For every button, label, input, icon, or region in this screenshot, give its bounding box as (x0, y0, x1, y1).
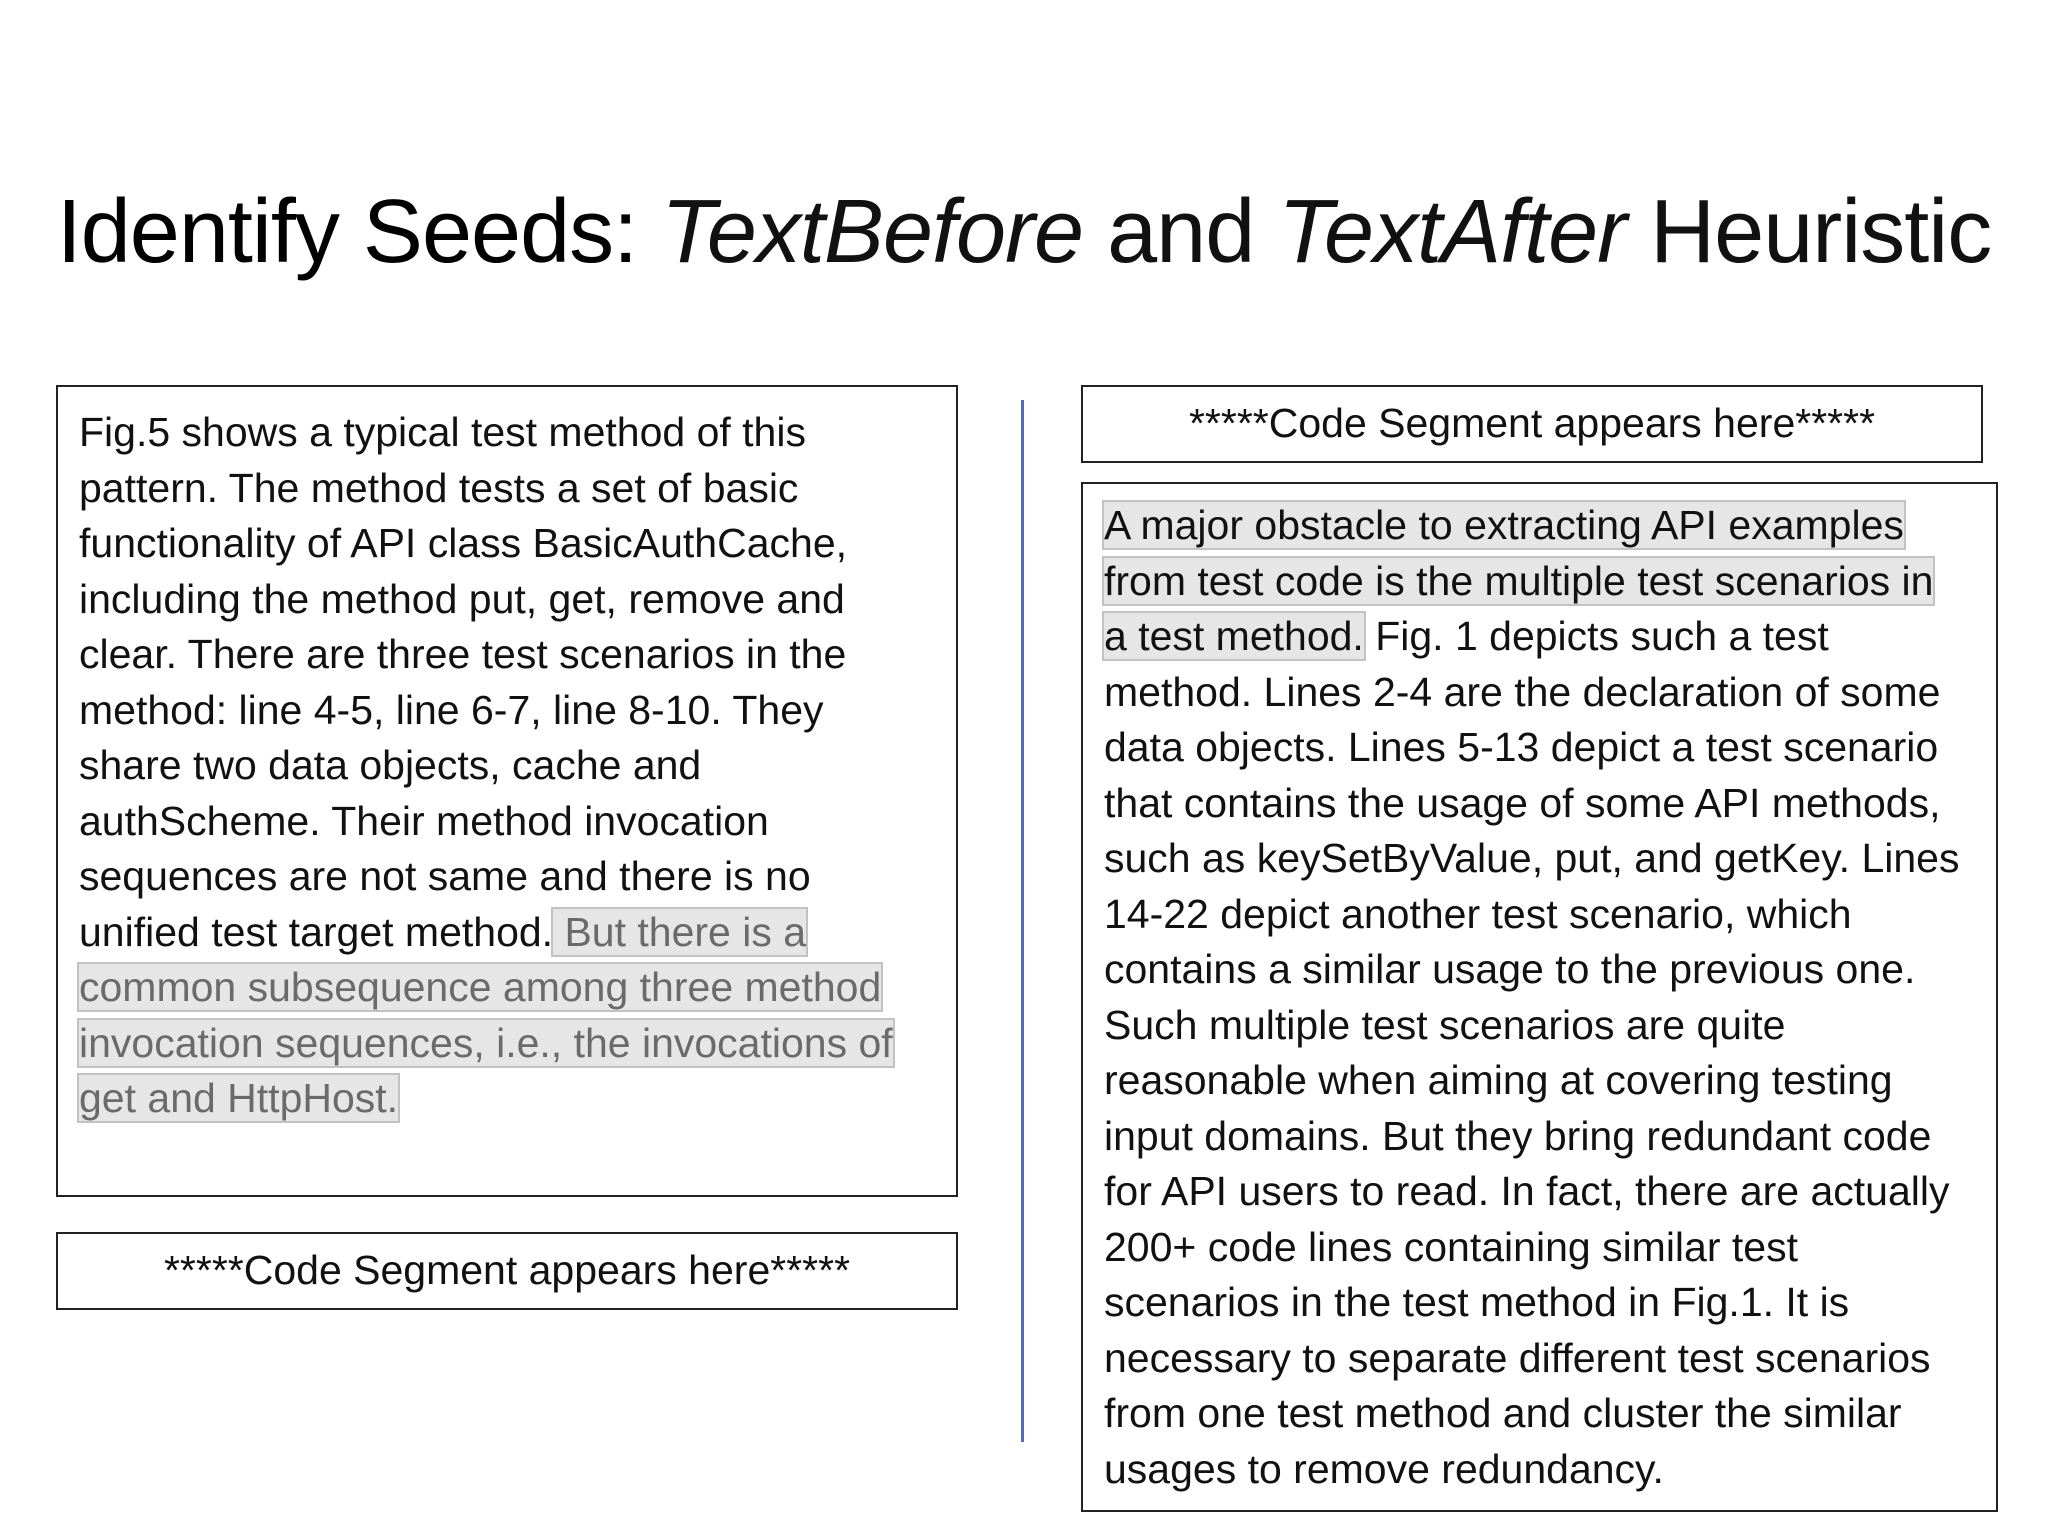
right-line-4: method. Lines 2-4 are the declaration of some (1104, 668, 1941, 715)
right-line-3-plain: Fig. 1 depicts such a test (1363, 613, 1829, 659)
right-line-14: 200+ code lines containing similar test (1104, 1223, 1798, 1270)
right-line-3 (1104, 609, 1996, 665)
right-paragraph (1104, 498, 1996, 1497)
left-line-2: pattern. The method tests a set of basic (79, 464, 799, 511)
left-line-5: clear. There are three test scenarios in the (79, 631, 847, 677)
right-highlight-line-2 (1104, 554, 1996, 610)
title-textbefore: TextBefore (661, 182, 1084, 282)
right-line-6: that contains the usage of some API methods, (1104, 779, 1941, 826)
right-line-10: Such multiple test scenarios are quite (1104, 1001, 1786, 1048)
left-line-3: functionality of API class BasicAuthCache, (79, 520, 848, 566)
right-line-13: for API users to read. In fact, there are actually (1104, 1168, 1950, 1214)
left-highlight-start: But there is a (553, 908, 807, 955)
right-line-17: from one test method and cluster the similar (1104, 1390, 1902, 1436)
right-code-segment-placeholder: *****Code Segment appears here***** (1081, 385, 1983, 463)
left-highlight-text-3: get and HttpHost. (79, 1075, 399, 1121)
right-line-7: such as keySetByValue, put, and getKey. Lines (1104, 835, 1960, 881)
left-code-segment-placeholder: *****Code Segment appears here***** (56, 1232, 958, 1310)
right-line-8: 14-22 depict another test scenario, which (1104, 890, 1852, 937)
title-lead: Identify Seeds: (56, 182, 638, 282)
right-highlight-text-3: a test method. (1104, 613, 1364, 659)
title-heuristic: Heuristic (1650, 182, 1992, 282)
left-line-9: sequences are not same and there is no (79, 853, 811, 899)
left-highlight-line-1 (79, 960, 956, 1016)
left-line-6: method: line 4-5, line 6-7, line 8-10. They (79, 686, 824, 733)
left-line-1: Fig.5 shows a typical test method of this (79, 409, 806, 455)
right-line-16: necessary to separate different test scenarios (1104, 1334, 1931, 1381)
title-textafter: TextAfter (1278, 182, 1627, 282)
left-text-box (56, 385, 958, 1197)
right-line-15: scenarios in the test method in Fig.1. It is (1104, 1279, 1850, 1325)
left-highlight-line-3 (79, 1071, 956, 1127)
right-line-12: input domains. But they bring redundant code (1104, 1112, 1932, 1159)
right-line-5: data objects. Lines 5-13 depict a test scenario (1104, 724, 1939, 770)
left-line-10 (79, 905, 956, 961)
left-line-8: authScheme. Their method invocation (79, 797, 769, 844)
left-paragraph (79, 405, 956, 1127)
right-line-9: contains a similar usage to the previous one. (1104, 946, 1916, 992)
left-line-10-plain: unified test target method. (79, 908, 554, 955)
left-highlight-line-2 (79, 1016, 956, 1072)
right-text-box (1081, 482, 1998, 1512)
left-line-7: share two data objects, cache and (79, 742, 702, 788)
right-line-11: reasonable when aiming at covering testing (1104, 1057, 1893, 1103)
right-highlight-text-1: A major obstacle to extracting API examples (1104, 502, 1904, 548)
left-highlight-text-1: common subsequence among three method (79, 964, 882, 1010)
right-highlight-line-1 (1104, 498, 1996, 554)
slide-title (0, 172, 2048, 292)
right-line-18: usages to remove redundancy. (1104, 1445, 1664, 1492)
right-highlight-text-2: from test code is the multiple test scenarios in (1104, 557, 1934, 604)
left-line-4: including the method put, get, remove and (79, 575, 845, 622)
column-divider (1021, 400, 1024, 1442)
title-and: and (1107, 182, 1255, 282)
left-highlight-text-2: invocation sequences, i.e., the invocations of (79, 1019, 893, 1066)
